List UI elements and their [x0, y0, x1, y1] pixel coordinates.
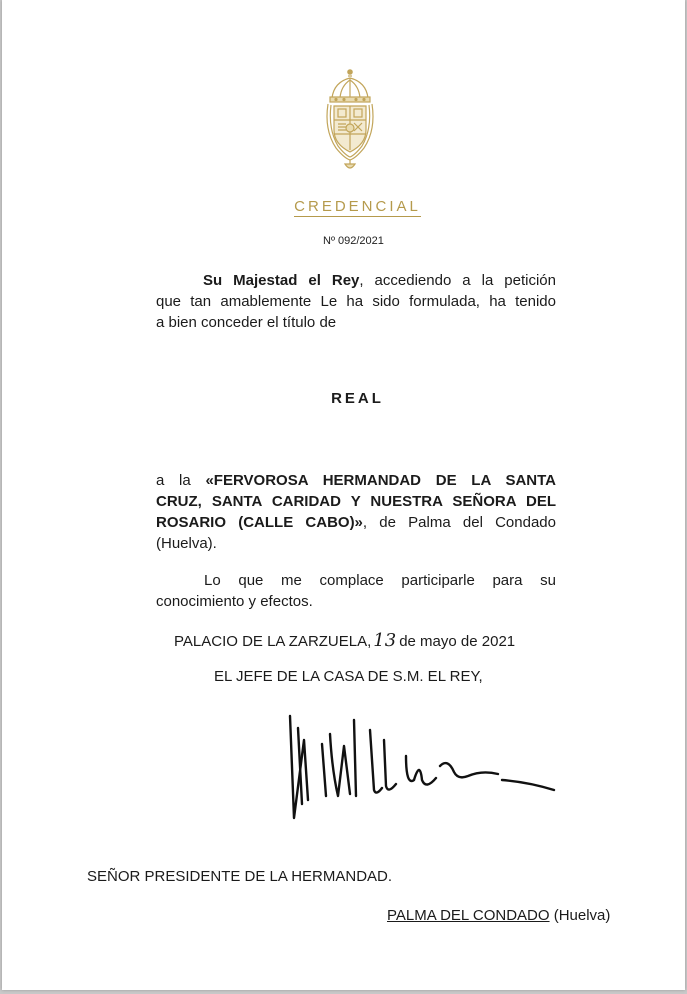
document-title-text: CREDENCIAL	[294, 198, 421, 215]
address-city-line	[387, 907, 610, 924]
paragraph-closing-line-1: Lo que me complace participarle para su	[204, 572, 556, 589]
addressee: SEÑOR PRESIDENTE DE LA HERMANDAD.	[87, 868, 393, 885]
place-and-date	[174, 630, 515, 651]
document-page	[2, 0, 685, 990]
recipient-name-part-1: «FERVOROSA HERMANDAD DE LA SANTA	[205, 472, 556, 489]
date-rest: de mayo de 2021	[399, 633, 516, 650]
paragraph-closing-line-2: conocimiento y efectos.	[156, 593, 313, 610]
paragraph-grant-line-2: que tan amablemente Le ha sido formulada, ha tenido	[156, 293, 556, 310]
paragraph-recipient-line-4: (Huelva).	[156, 535, 217, 552]
grant-title: REAL	[331, 390, 384, 407]
paragraph-grant-line-3: a bien conceder el título de	[156, 314, 337, 331]
date-day-handwritten: 13	[373, 630, 397, 651]
paragraph-grant-line-1-rest: , accediendo a la petición	[359, 272, 556, 289]
paragraph-recipient-line-2	[156, 491, 556, 512]
paragraph-recipient-line-1	[156, 470, 556, 491]
subject-bold: Su Majestad el Rey	[203, 272, 360, 289]
recipient-name-part-2: CRUZ, SANTA CARIDAD Y NUESTRA SEÑORA DEL	[156, 493, 556, 510]
recipient-prefix: a la	[156, 472, 206, 489]
paragraph-recipient	[156, 470, 556, 554]
recipient-name-part-3: ROSARIO (CALLE CABO)»	[156, 514, 363, 531]
address-city: PALMA DEL CONDADO	[387, 907, 550, 924]
royal-coat-of-arms-icon	[322, 68, 378, 172]
paragraph-grant-line-1	[156, 270, 556, 291]
paragraph-grant	[156, 270, 556, 333]
signatory-title: EL JEFE DE LA CASA DE S.M. EL REY,	[214, 668, 483, 685]
place-name: PALACIO DE LA ZARZUELA,	[174, 633, 372, 650]
paragraph-closing	[156, 570, 556, 612]
recipient-location: , de Palma del Condado	[362, 514, 556, 531]
document-number: Nº 092/2021	[323, 235, 384, 247]
document-title	[2, 198, 685, 215]
paragraph-recipient-line-3	[156, 512, 556, 533]
handwritten-signature	[272, 700, 562, 830]
address-province: (Huelva)	[549, 907, 611, 924]
